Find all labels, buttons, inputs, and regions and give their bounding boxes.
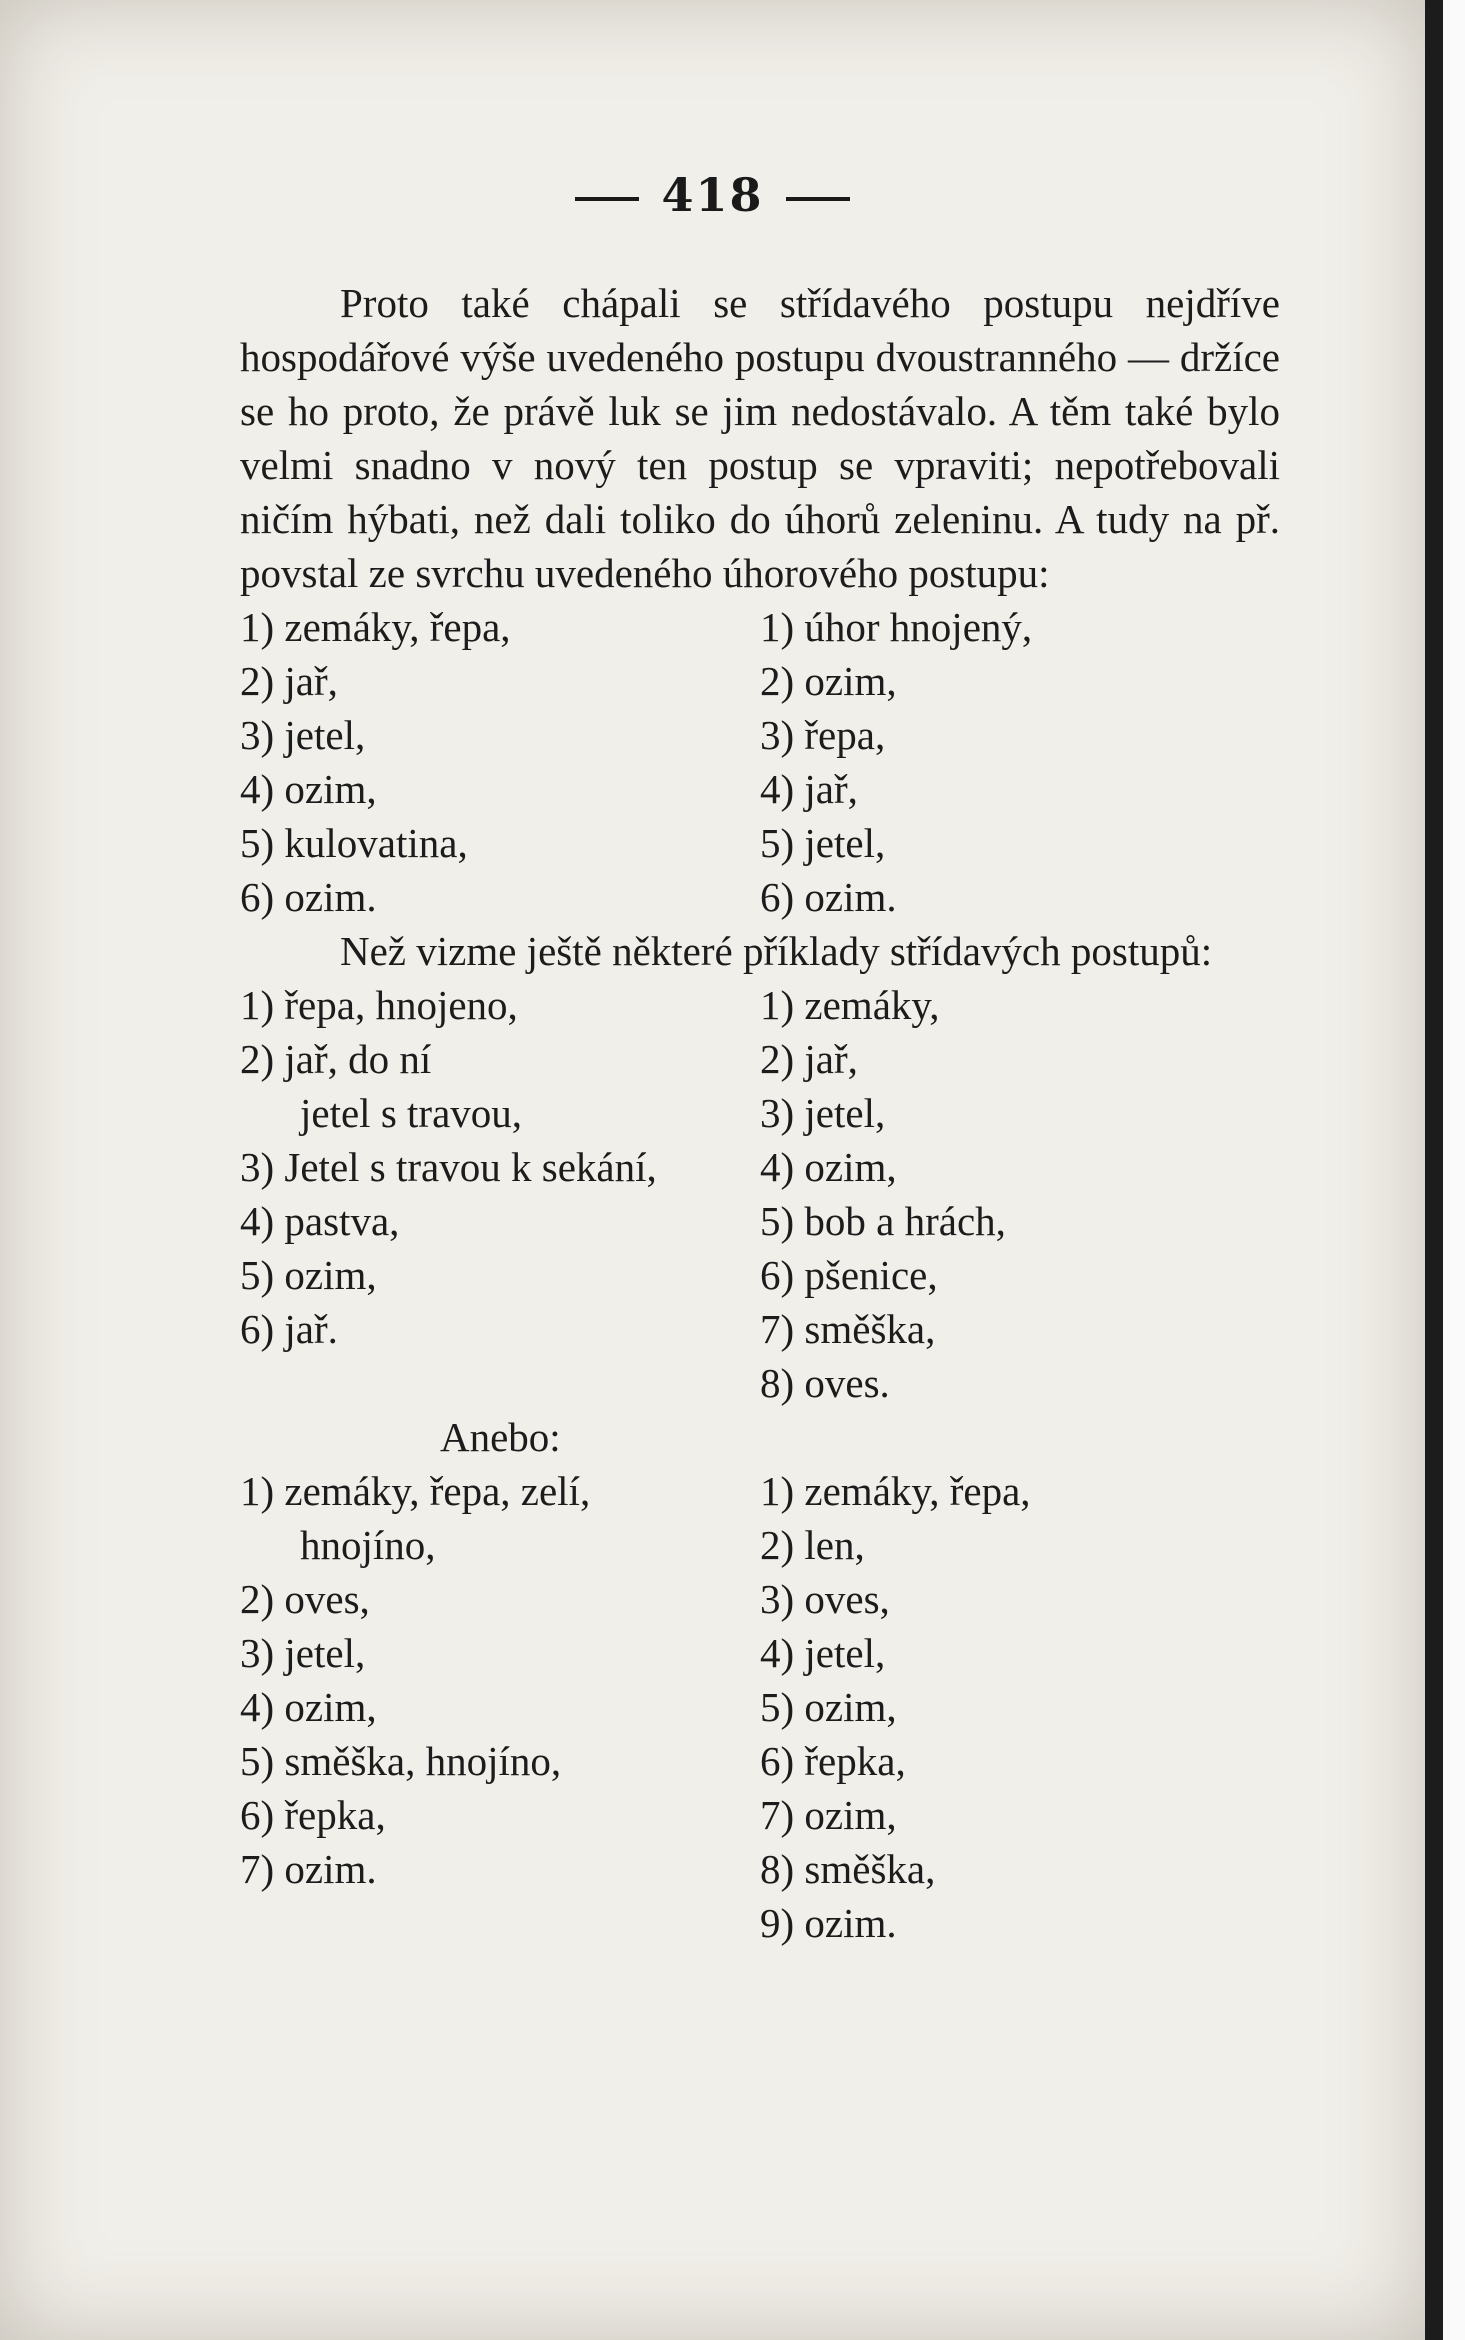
rotation-left-cell: 1) řepa, hnojeno, — [240, 982, 518, 1028]
rotation-left-cell: 2) jař, do ní — [240, 1036, 432, 1082]
rotation-left-cell: 7) ozim. — [240, 1846, 377, 1892]
rotation-right-cell: 2) jař, — [760, 1036, 858, 1082]
rotation-row — [240, 1248, 1280, 1302]
page-body — [240, 276, 1280, 1950]
rotation-row — [240, 762, 1280, 816]
rotation-right-cell: 6) řepka, — [760, 1738, 906, 1784]
rotation-right-cell: 5) jetel, — [760, 820, 886, 866]
rotation-row — [240, 1194, 1280, 1248]
rotation-row — [240, 1842, 1280, 1896]
rotation-right-cell: 4) jař, — [760, 766, 858, 812]
left-dash — [575, 197, 639, 201]
page-number — [0, 168, 1425, 222]
anebo-heading: Anebo: — [440, 1414, 561, 1460]
rotation-left-cell: 6) ozim. — [240, 874, 377, 920]
rotation-row — [240, 870, 1280, 924]
rotation-table-3 — [240, 1464, 1280, 1950]
rotation-left-cell: 4) ozim, — [240, 766, 377, 812]
rotation-left-cell: 6) jař. — [240, 1306, 338, 1352]
rotation-left-cell: 2) oves, — [240, 1576, 370, 1622]
rotation-right-cell: 8) oves. — [760, 1360, 890, 1406]
paragraph-2: Než vizme ještě některé příklady střídavých postupů: — [340, 928, 1213, 974]
rotation-right-cell: 7) ozim, — [760, 1792, 897, 1838]
adjacent-page-edge — [1443, 0, 1465, 2340]
rotation-row — [240, 1788, 1280, 1842]
rotation-left-cell: hnojíno, — [300, 1522, 436, 1568]
rotation-row — [240, 1086, 1280, 1140]
rotation-left-cell: 5) směška, hnojíno, — [240, 1738, 562, 1784]
rotation-row — [240, 1680, 1280, 1734]
rotation-right-cell: 1) zemáky, řepa, — [760, 1468, 1031, 1514]
rotation-row — [240, 1896, 1280, 1950]
rotation-row — [240, 978, 1280, 1032]
rotation-right-cell: 7) směška, — [760, 1306, 936, 1352]
rotation-right-cell: 2) ozim, — [760, 658, 897, 704]
rotation-right-cell: 3) oves, — [760, 1576, 890, 1622]
rotation-row — [240, 708, 1280, 762]
rotation-row — [240, 1464, 1280, 1518]
page-number-text: 418 — [661, 168, 764, 222]
rotation-table-2 — [240, 978, 1280, 1410]
rotation-row — [240, 1518, 1280, 1572]
right-dash — [786, 197, 850, 201]
rotation-right-cell: 4) jetel, — [760, 1630, 886, 1676]
rotation-right-cell: 4) ozim, — [760, 1144, 897, 1190]
rotation-right-cell: 8) směška, — [760, 1846, 936, 1892]
rotation-right-cell: 9) ozim. — [760, 1900, 897, 1946]
rotation-right-cell: 1) úhor hnojený, — [760, 604, 1033, 650]
rotation-row — [240, 1356, 1280, 1410]
rotation-left-cell: 1) zemáky, řepa, zelí, — [240, 1468, 591, 1514]
rotation-left-cell: 6) řepka, — [240, 1792, 386, 1838]
rotation-table-1 — [240, 600, 1280, 924]
rotation-right-cell: 3) jetel, — [760, 1090, 886, 1136]
rotation-left-cell: 1) zemáky, řepa, — [240, 604, 511, 650]
rotation-left-cell: 3) jetel, — [240, 712, 366, 758]
rotation-left-cell: 5) kulovatina, — [240, 820, 468, 866]
rotation-left-cell: 4) ozim, — [240, 1684, 377, 1730]
paragraph-1: Proto také chápali se střídavého postupu nejdříve hospodářové výše uvedeného postupu dvoustranného — držíce se ho proto, že právě luk se jim nedostávalo. A těm také bylo velmi snadno v nový ten postup se vpraviti; nepotřebovali ničím hýbati, než dali toliko do úhorů zeleninu. A tudy na př. povstal ze svrchu uvedeného úhorového postupu: — [240, 280, 1280, 596]
rotation-left-cell: 3) jetel, — [240, 1630, 366, 1676]
rotation-right-cell: 2) len, — [760, 1522, 865, 1568]
rotation-right-cell: 6) ozim. — [760, 874, 897, 920]
rotation-row — [240, 816, 1280, 870]
rotation-left-cell: 2) jař, — [240, 658, 338, 704]
rotation-row — [240, 600, 1280, 654]
rotation-row — [240, 1734, 1280, 1788]
rotation-row — [240, 1626, 1280, 1680]
rotation-row — [240, 1572, 1280, 1626]
rotation-row — [240, 654, 1280, 708]
rotation-right-cell: 5) bob a hrách, — [760, 1198, 1006, 1244]
rotation-right-cell: 3) řepa, — [760, 712, 886, 758]
rotation-row — [240, 1032, 1280, 1086]
rotation-left-cell: 5) ozim, — [240, 1252, 377, 1298]
rotation-right-cell: 6) pšenice, — [760, 1252, 938, 1298]
rotation-left-cell: 4) pastva, — [240, 1198, 400, 1244]
book-spine-shadow — [1425, 0, 1443, 2340]
rotation-right-cell: 5) ozim, — [760, 1684, 897, 1730]
rotation-row — [240, 1302, 1280, 1356]
rotation-row — [240, 1140, 1280, 1194]
rotation-left-cell: jetel s travou, — [300, 1090, 523, 1136]
rotation-left-cell: 3) Jetel s travou k sekání, — [240, 1144, 657, 1190]
rotation-right-cell: 1) zemáky, — [760, 982, 940, 1028]
